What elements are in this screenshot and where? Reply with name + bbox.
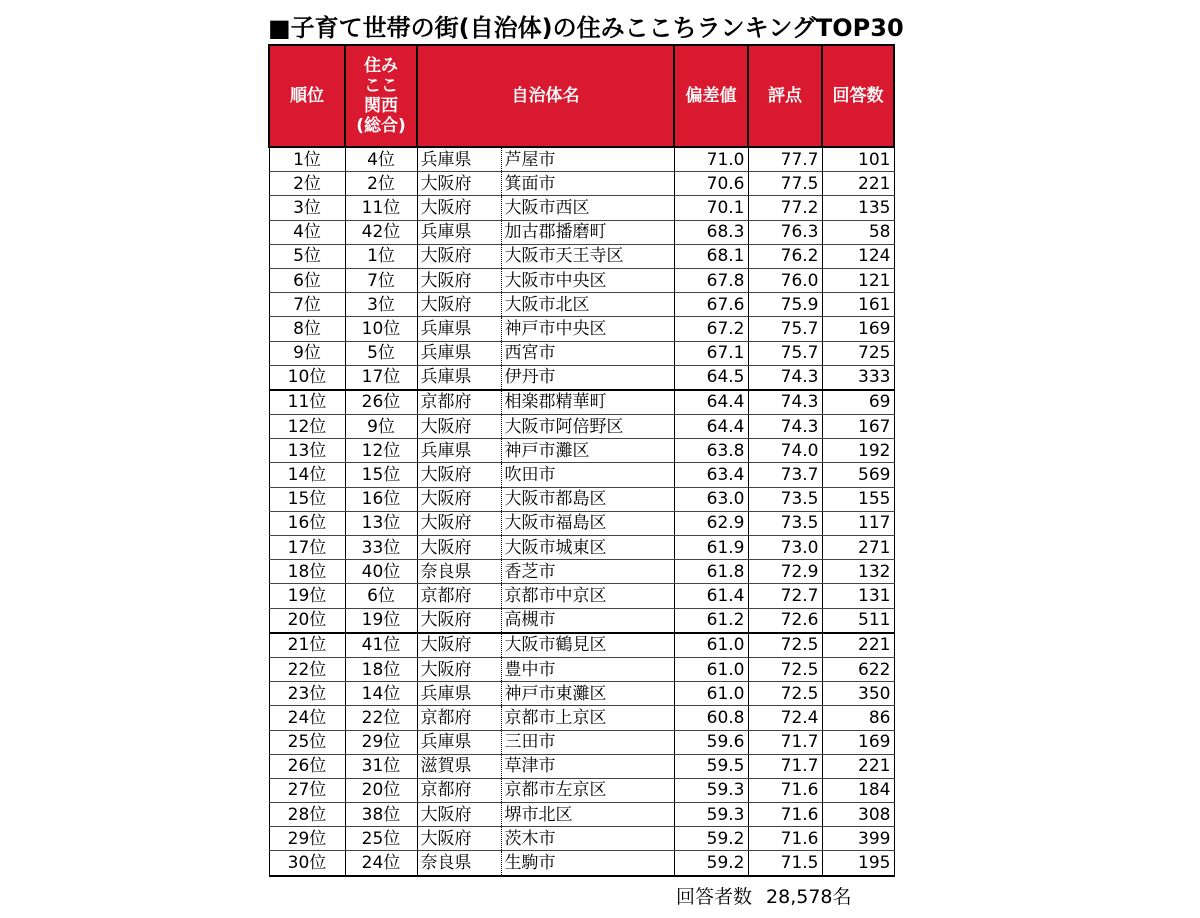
- table-row: [269, 390, 894, 415]
- cell-score: 72.5: [748, 657, 822, 681]
- table-row: [269, 268, 894, 292]
- header-sumikoko-overall: [345, 45, 417, 147]
- cell-city: 豊中市: [501, 657, 674, 681]
- cell-score: 77.7: [748, 147, 822, 172]
- cell-deviation: 71.0: [674, 147, 748, 172]
- table-row: [269, 754, 894, 778]
- cell-score: 77.5: [748, 172, 822, 196]
- table-row: [269, 293, 894, 317]
- table-row: [269, 487, 894, 511]
- cell-prefecture: 大阪府: [417, 633, 501, 658]
- cell-overall-rank: 4位: [345, 147, 417, 172]
- cell-city: 加古郡播磨町: [501, 220, 674, 244]
- table-row: [269, 511, 894, 535]
- table-row: [269, 608, 894, 633]
- cell-overall-rank: 41位: [345, 633, 417, 658]
- cell-respondents: 569: [822, 463, 894, 487]
- cell-score: 71.6: [748, 803, 822, 827]
- cell-respondents: 167: [822, 415, 894, 439]
- cell-rank: 12位: [269, 415, 345, 439]
- cell-score: 74.0: [748, 439, 822, 463]
- header-sumikoko-line-4: (総合): [356, 116, 406, 136]
- cell-prefecture: 滋賀県: [417, 754, 501, 778]
- cell-respondents: 308: [822, 803, 894, 827]
- respondent-total-label: 回答者数: [676, 886, 753, 908]
- cell-prefecture: 大阪府: [417, 172, 501, 196]
- table-row: [269, 706, 894, 730]
- cell-prefecture: 大阪府: [417, 511, 501, 535]
- table-row: [269, 730, 894, 754]
- page-title: ■子育て世帯の街(自治体)の住みここちランキングTOP30: [268, 14, 904, 42]
- cell-score: 76.0: [748, 268, 822, 292]
- table-row: [269, 682, 894, 706]
- cell-rank: 1位: [269, 147, 345, 172]
- table-body: [269, 147, 894, 876]
- table-row: [269, 415, 894, 439]
- cell-overall-rank: 20位: [345, 778, 417, 802]
- cell-prefecture: 大阪府: [417, 608, 501, 633]
- respondent-total: [676, 882, 852, 909]
- header-respondents: 回答数: [822, 45, 894, 147]
- cell-overall-rank: 17位: [345, 365, 417, 390]
- cell-deviation: 68.3: [674, 220, 748, 244]
- cell-city: 芦屋市: [501, 147, 674, 172]
- cell-respondents: 221: [822, 754, 894, 778]
- cell-score: 71.7: [748, 754, 822, 778]
- table-row: [269, 827, 894, 851]
- ranking-table: [268, 44, 895, 877]
- cell-deviation: 68.1: [674, 244, 748, 268]
- cell-score: 75.9: [748, 293, 822, 317]
- cell-deviation: 59.5: [674, 754, 748, 778]
- cell-rank: 5位: [269, 244, 345, 268]
- table-row: [269, 778, 894, 802]
- cell-rank: 25位: [269, 730, 345, 754]
- table-row: [269, 439, 894, 463]
- cell-overall-rank: 16位: [345, 487, 417, 511]
- cell-overall-rank: 40位: [345, 560, 417, 584]
- cell-respondents: 69: [822, 390, 894, 415]
- cell-prefecture: 兵庫県: [417, 341, 501, 365]
- cell-prefecture: 兵庫県: [417, 147, 501, 172]
- cell-overall-rank: 15位: [345, 463, 417, 487]
- cell-respondents: 350: [822, 682, 894, 706]
- table-row: [269, 633, 894, 658]
- cell-city: 堺市北区: [501, 803, 674, 827]
- cell-deviation: 61.8: [674, 560, 748, 584]
- cell-prefecture: 奈良県: [417, 851, 501, 876]
- cell-prefecture: 大阪府: [417, 657, 501, 681]
- cell-respondents: 161: [822, 293, 894, 317]
- cell-score: 71.6: [748, 827, 822, 851]
- cell-overall-rank: 3位: [345, 293, 417, 317]
- cell-rank: 21位: [269, 633, 345, 658]
- cell-prefecture: 大阪府: [417, 536, 501, 560]
- cell-score: 77.2: [748, 196, 822, 220]
- cell-respondents: 399: [822, 827, 894, 851]
- cell-respondents: 135: [822, 196, 894, 220]
- cell-deviation: 64.5: [674, 365, 748, 390]
- cell-city: 三田市: [501, 730, 674, 754]
- cell-prefecture: 大阪府: [417, 487, 501, 511]
- cell-respondents: 86: [822, 706, 894, 730]
- table-row: [269, 220, 894, 244]
- cell-rank: 7位: [269, 293, 345, 317]
- cell-score: 76.3: [748, 220, 822, 244]
- cell-score: 72.4: [748, 706, 822, 730]
- cell-city: 茨木市: [501, 827, 674, 851]
- cell-city: 草津市: [501, 754, 674, 778]
- header-municipality: 自治体名: [417, 45, 674, 147]
- cell-deviation: 67.8: [674, 268, 748, 292]
- cell-respondents: 195: [822, 851, 894, 876]
- cell-respondents: 221: [822, 633, 894, 658]
- cell-rank: 20位: [269, 608, 345, 633]
- cell-overall-rank: 11位: [345, 196, 417, 220]
- cell-deviation: 70.1: [674, 196, 748, 220]
- cell-overall-rank: 24位: [345, 851, 417, 876]
- cell-overall-rank: 2位: [345, 172, 417, 196]
- table-row: [269, 803, 894, 827]
- cell-deviation: 63.4: [674, 463, 748, 487]
- cell-rank: 26位: [269, 754, 345, 778]
- cell-overall-rank: 9位: [345, 415, 417, 439]
- cell-respondents: 725: [822, 341, 894, 365]
- table-row: [269, 536, 894, 560]
- cell-overall-rank: 13位: [345, 511, 417, 535]
- cell-score: 73.5: [748, 511, 822, 535]
- header-rank: 順位: [269, 45, 345, 147]
- respondent-total-value: 28,578名: [766, 886, 852, 908]
- cell-score: 73.7: [748, 463, 822, 487]
- cell-rank: 30位: [269, 851, 345, 876]
- cell-rank: 11位: [269, 390, 345, 415]
- cell-city: 大阪市中央区: [501, 268, 674, 292]
- cell-respondents: 192: [822, 439, 894, 463]
- header-sumikoko-line-3: 関西: [364, 96, 398, 116]
- cell-city: 大阪市都島区: [501, 487, 674, 511]
- cell-rank: 23位: [269, 682, 345, 706]
- header-deviation: 偏差値: [674, 45, 748, 147]
- cell-city: 京都市左京区: [501, 778, 674, 802]
- cell-overall-rank: 18位: [345, 657, 417, 681]
- table-row: [269, 244, 894, 268]
- cell-deviation: 60.8: [674, 706, 748, 730]
- cell-prefecture: 兵庫県: [417, 730, 501, 754]
- cell-overall-rank: 38位: [345, 803, 417, 827]
- cell-prefecture: 大阪府: [417, 244, 501, 268]
- cell-respondents: 121: [822, 268, 894, 292]
- cell-respondents: 622: [822, 657, 894, 681]
- cell-overall-rank: 31位: [345, 754, 417, 778]
- cell-overall-rank: 12位: [345, 439, 417, 463]
- cell-city: 生駒市: [501, 851, 674, 876]
- cell-overall-rank: 10位: [345, 317, 417, 341]
- cell-respondents: 271: [822, 536, 894, 560]
- cell-rank: 28位: [269, 803, 345, 827]
- cell-city: 箕面市: [501, 172, 674, 196]
- cell-prefecture: 兵庫県: [417, 317, 501, 341]
- cell-city: 京都市上京区: [501, 706, 674, 730]
- header-sumikoko-line-2: ここ: [364, 76, 398, 96]
- cell-deviation: 67.1: [674, 341, 748, 365]
- cell-city: 大阪市阿倍野区: [501, 415, 674, 439]
- cell-score: 72.6: [748, 608, 822, 633]
- cell-rank: 18位: [269, 560, 345, 584]
- table-row: [269, 560, 894, 584]
- cell-rank: 27位: [269, 778, 345, 802]
- cell-deviation: 59.2: [674, 851, 748, 876]
- cell-rank: 24位: [269, 706, 345, 730]
- cell-score: 73.0: [748, 536, 822, 560]
- table-row: [269, 463, 894, 487]
- cell-deviation: 61.0: [674, 682, 748, 706]
- cell-deviation: 61.4: [674, 584, 748, 608]
- cell-overall-rank: 42位: [345, 220, 417, 244]
- cell-score: 75.7: [748, 341, 822, 365]
- cell-deviation: 63.8: [674, 439, 748, 463]
- cell-prefecture: 兵庫県: [417, 220, 501, 244]
- cell-prefecture: 大阪府: [417, 196, 501, 220]
- cell-overall-rank: 22位: [345, 706, 417, 730]
- cell-deviation: 59.6: [674, 730, 748, 754]
- cell-score: 72.7: [748, 584, 822, 608]
- cell-prefecture: 京都府: [417, 584, 501, 608]
- cell-respondents: 184: [822, 778, 894, 802]
- cell-city: 神戸市東灘区: [501, 682, 674, 706]
- cell-respondents: 169: [822, 317, 894, 341]
- cell-prefecture: 奈良県: [417, 560, 501, 584]
- cell-prefecture: 京都府: [417, 778, 501, 802]
- cell-deviation: 61.9: [674, 536, 748, 560]
- cell-score: 71.5: [748, 851, 822, 876]
- cell-deviation: 63.0: [674, 487, 748, 511]
- cell-score: 72.5: [748, 682, 822, 706]
- cell-rank: 16位: [269, 511, 345, 535]
- cell-score: 73.5: [748, 487, 822, 511]
- cell-respondents: 124: [822, 244, 894, 268]
- cell-rank: 13位: [269, 439, 345, 463]
- cell-deviation: 61.0: [674, 633, 748, 658]
- cell-overall-rank: 7位: [345, 268, 417, 292]
- cell-city: 香芝市: [501, 560, 674, 584]
- cell-rank: 9位: [269, 341, 345, 365]
- cell-overall-rank: 33位: [345, 536, 417, 560]
- cell-prefecture: 兵庫県: [417, 439, 501, 463]
- cell-city: 吹田市: [501, 463, 674, 487]
- cell-rank: 15位: [269, 487, 345, 511]
- cell-city: 京都市中京区: [501, 584, 674, 608]
- cell-prefecture: 大阪府: [417, 415, 501, 439]
- cell-prefecture: 大阪府: [417, 803, 501, 827]
- cell-deviation: 59.3: [674, 803, 748, 827]
- cell-deviation: 62.9: [674, 511, 748, 535]
- cell-score: 71.7: [748, 730, 822, 754]
- table-row: [269, 196, 894, 220]
- cell-rank: 29位: [269, 827, 345, 851]
- header-score: 評点: [748, 45, 822, 147]
- cell-deviation: 59.2: [674, 827, 748, 851]
- cell-deviation: 59.3: [674, 778, 748, 802]
- cell-prefecture: 兵庫県: [417, 365, 501, 390]
- cell-respondents: 155: [822, 487, 894, 511]
- table-row: [269, 851, 894, 876]
- cell-respondents: 221: [822, 172, 894, 196]
- cell-score: 74.3: [748, 390, 822, 415]
- cell-city: 相楽郡精華町: [501, 390, 674, 415]
- cell-overall-rank: 19位: [345, 608, 417, 633]
- cell-rank: 3位: [269, 196, 345, 220]
- cell-rank: 2位: [269, 172, 345, 196]
- cell-deviation: 61.0: [674, 657, 748, 681]
- cell-deviation: 67.2: [674, 317, 748, 341]
- table-row: [269, 365, 894, 390]
- cell-score: 72.5: [748, 633, 822, 658]
- table-row: [269, 584, 894, 608]
- cell-overall-rank: 29位: [345, 730, 417, 754]
- cell-respondents: 169: [822, 730, 894, 754]
- cell-score: 76.2: [748, 244, 822, 268]
- cell-city: 神戸市灘区: [501, 439, 674, 463]
- cell-deviation: 64.4: [674, 415, 748, 439]
- cell-overall-rank: 6位: [345, 584, 417, 608]
- cell-deviation: 61.2: [674, 608, 748, 633]
- cell-prefecture: 大阪府: [417, 293, 501, 317]
- cell-deviation: 70.6: [674, 172, 748, 196]
- table-header-row: [269, 45, 894, 147]
- cell-city: 大阪市天王寺区: [501, 244, 674, 268]
- cell-score: 72.9: [748, 560, 822, 584]
- cell-respondents: 132: [822, 560, 894, 584]
- cell-rank: 14位: [269, 463, 345, 487]
- cell-prefecture: 大阪府: [417, 827, 501, 851]
- cell-prefecture: 大阪府: [417, 463, 501, 487]
- cell-rank: 6位: [269, 268, 345, 292]
- cell-overall-rank: 26位: [345, 390, 417, 415]
- cell-rank: 17位: [269, 536, 345, 560]
- cell-city: 大阪市鶴見区: [501, 633, 674, 658]
- cell-rank: 22位: [269, 657, 345, 681]
- cell-city: 西宮市: [501, 341, 674, 365]
- cell-respondents: 333: [822, 365, 894, 390]
- cell-respondents: 131: [822, 584, 894, 608]
- cell-city: 高槻市: [501, 608, 674, 633]
- cell-deviation: 64.4: [674, 390, 748, 415]
- cell-respondents: 58: [822, 220, 894, 244]
- cell-overall-rank: 14位: [345, 682, 417, 706]
- cell-deviation: 67.6: [674, 293, 748, 317]
- cell-rank: 19位: [269, 584, 345, 608]
- cell-respondents: 511: [822, 608, 894, 633]
- table-row: [269, 341, 894, 365]
- table-row: [269, 172, 894, 196]
- cell-score: 71.6: [748, 778, 822, 802]
- cell-rank: 10位: [269, 365, 345, 390]
- cell-city: 大阪市西区: [501, 196, 674, 220]
- cell-respondents: 101: [822, 147, 894, 172]
- cell-overall-rank: 1位: [345, 244, 417, 268]
- cell-prefecture: 京都府: [417, 706, 501, 730]
- table-row: [269, 657, 894, 681]
- cell-city: 伊丹市: [501, 365, 674, 390]
- cell-rank: 4位: [269, 220, 345, 244]
- cell-city: 大阪市北区: [501, 293, 674, 317]
- cell-overall-rank: 25位: [345, 827, 417, 851]
- table-row: [269, 317, 894, 341]
- cell-score: 74.3: [748, 365, 822, 390]
- header-sumikoko-line-1: 住み: [364, 56, 398, 76]
- cell-rank: 8位: [269, 317, 345, 341]
- cell-respondents: 117: [822, 511, 894, 535]
- table-row: [269, 147, 894, 172]
- cell-city: 神戸市中央区: [501, 317, 674, 341]
- cell-prefecture: 兵庫県: [417, 682, 501, 706]
- cell-prefecture: 大阪府: [417, 268, 501, 292]
- cell-prefecture: 京都府: [417, 390, 501, 415]
- cell-score: 75.7: [748, 317, 822, 341]
- cell-city: 大阪市福島区: [501, 511, 674, 535]
- cell-overall-rank: 5位: [345, 341, 417, 365]
- cell-city: 大阪市城東区: [501, 536, 674, 560]
- cell-score: 74.3: [748, 415, 822, 439]
